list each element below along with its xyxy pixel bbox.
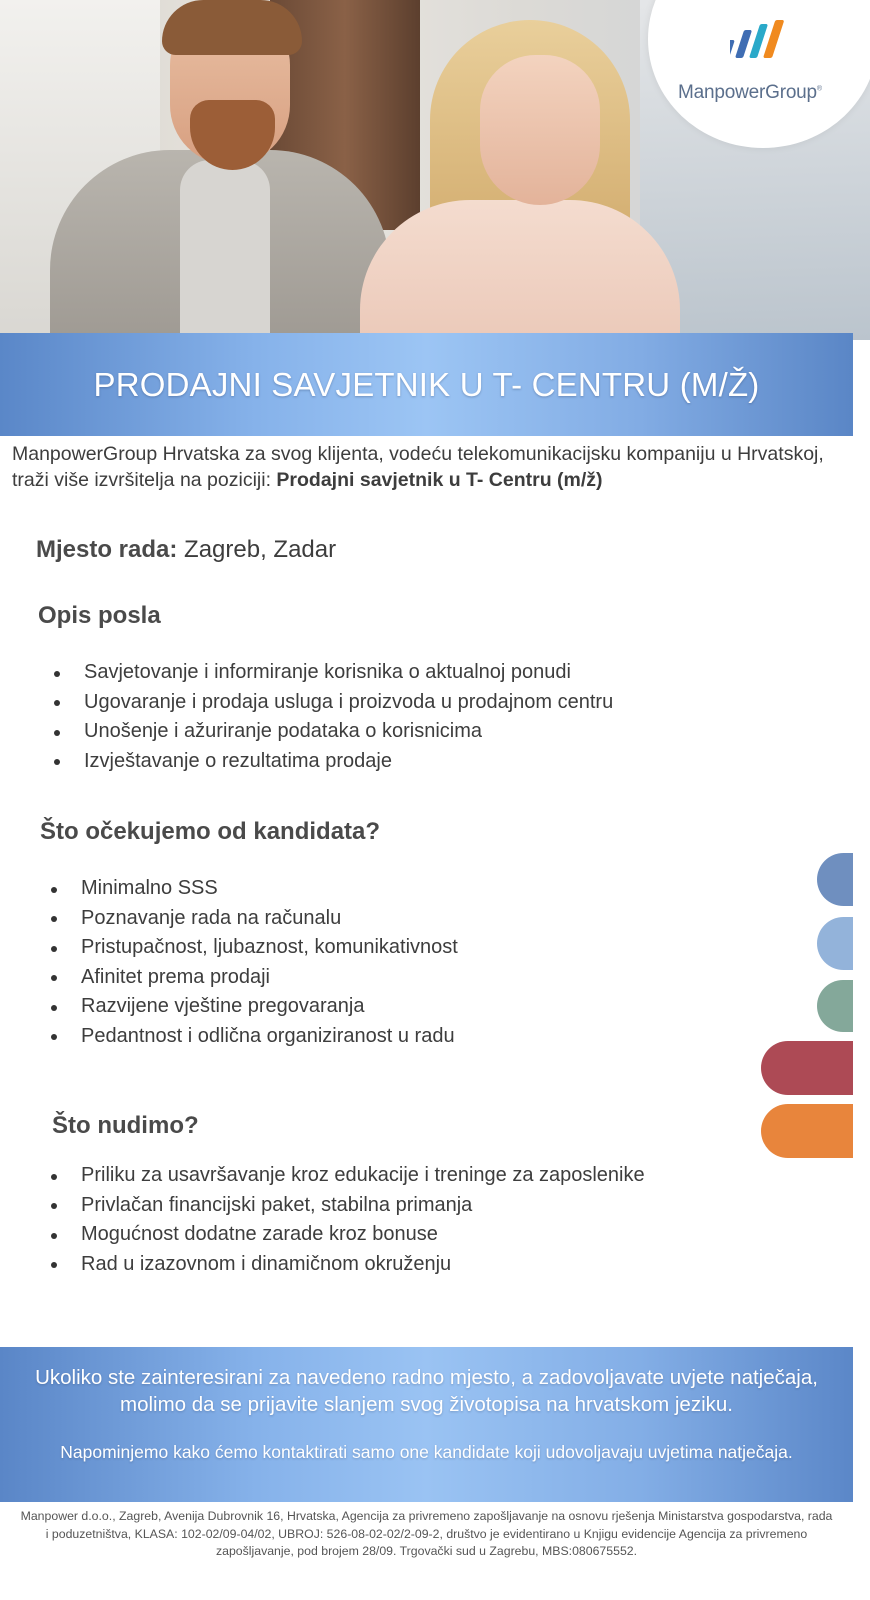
- work-location: [36, 536, 336, 564]
- decor-tab-orange: [761, 1104, 853, 1158]
- decor-tab-light-blue: [817, 917, 853, 970]
- intro-position: Prodajni savjetnik u T- Centru (m/ž): [276, 469, 603, 491]
- section-title-description: Opis posla: [38, 602, 161, 629]
- application-banner: [0, 1347, 853, 1502]
- application-instructions: Ukoliko ste zainteresirani za navedeno radno mjesto, a zadovoljavate uvjete natječaja, molimo da se prijavite slanjem svog životopisa na hrvatskom jeziku.: [35, 1366, 818, 1416]
- list-item: Priliku za usavršavanje kroz edukacije i treninge za zaposlenike: [51, 1161, 645, 1191]
- offer-list: [51, 1161, 645, 1279]
- list-item: Privlačan financijski paket, stabilna primanja: [51, 1191, 645, 1221]
- list-item: Savjetovanje i informiranje korisnika o aktualnoj ponudi: [54, 658, 613, 688]
- location-label: Mjesto rada:: [36, 536, 178, 563]
- decor-tab-blue: [817, 853, 853, 906]
- intro-paragraph: [12, 441, 852, 493]
- intro-text: ManpowerGroup Hrvatska za svog klijenta, vodeću telekomunikacijsku kompaniju u Hrvatskoj, traži više izvršitelja na poziciji:: [12, 443, 824, 491]
- list-item: Razvijene vještine pregovaranja: [51, 992, 458, 1022]
- contact-note: Napominjemo kako ćemo kontaktirati samo one kandidate koji udovoljavaju uvjetima natječaja.: [60, 1442, 793, 1462]
- list-item: Pristupačnost, ljubaznost, komunikativnost: [51, 933, 458, 963]
- job-title: PRODAJNI SAVJETNIK U T- CENTRU (M/Ž): [93, 365, 760, 403]
- list-item: Minimalno SSS: [51, 874, 458, 904]
- list-item: Ugovaranje i prodaja usluga i proizvoda u prodajnom centru: [54, 688, 613, 718]
- list-item: Rad u izazovnom i dinamičnom okruženju: [51, 1250, 645, 1280]
- list-item: Pedantnost i odlična organiziranost u radu: [51, 1022, 458, 1052]
- list-item: Poznavanje rada na računalu: [51, 904, 458, 934]
- list-item: Mogućnost dodatne zarade kroz bonuse: [51, 1220, 645, 1250]
- logo-wordmark: ManpowerGroup®: [678, 82, 822, 103]
- title-banner: [0, 333, 853, 436]
- decor-tab-red: [761, 1041, 853, 1095]
- list-item: Izvještavanje o rezultatima prodaje: [54, 747, 613, 777]
- list-item: Unošenje i ažuriranje podataka o korisnicima: [54, 717, 613, 747]
- location-value: Zagreb, Zadar: [177, 536, 337, 563]
- manpowergroup-logo-icon: [730, 18, 794, 68]
- woman-figure: [340, 0, 680, 340]
- section-title-offer: Što nudimo?: [52, 1112, 199, 1139]
- decor-tab-green: [817, 980, 853, 1032]
- list-item: Afinitet prema prodaji: [51, 963, 458, 993]
- legal-footer: Manpower d.o.o., Zagreb, Avenija Dubrovnik 16, Hrvatska, Agencija za privremeno zapošljavanje na osnovu rješenja Ministarstva gospodarstva, rada i poduzetništva, KLASA: 102-02/09-04/02, UBROJ: 526-08-02-02/2-09-2, društvo je evidentirano u Knjigu evidencije Agencija za privremeno zapošljavanje, pod brojem 28/09. Trgovački sud u Zagrebu, MBS:080675552.: [20, 1509, 833, 1558]
- section-title-requirements: Što očekujemo od kandidata?: [40, 818, 381, 845]
- requirements-list: [51, 874, 458, 1051]
- description-list: [54, 658, 613, 776]
